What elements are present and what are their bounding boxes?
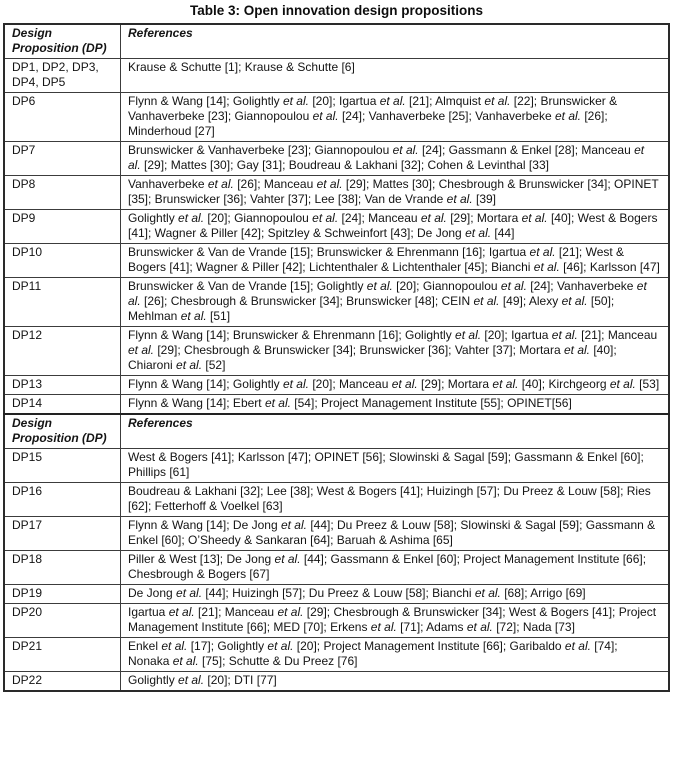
table-row-dp9 <box>4 210 669 244</box>
dp-cell: DP9 <box>4 210 121 244</box>
dp-cell: DP6 <box>4 93 121 142</box>
references-cell: Krause & Schutte [1]; Krause & Schutte [6] <box>121 59 670 93</box>
references-cell: Golightly et al. [20]; DTI [77] <box>121 672 670 692</box>
open-innovation-references-table <box>3 23 670 692</box>
table-row-dp7 <box>4 142 669 176</box>
references-cell: Brunswicker & Vanhaverbeke [23]; Giannopoulou et al. [24]; Gassmann & Enkel [28]; Manceau et al. [29]; Mattes [30]; Gay [31]; Boudreau & Lakhani [32]; Cohen & Levinthal [33] <box>121 142 670 176</box>
table-row-dp16 <box>4 483 669 517</box>
table-row-dp1-dp5 <box>4 59 669 93</box>
dp-cell: DP14 <box>4 395 121 415</box>
dp-cell: DP12 <box>4 327 121 376</box>
column-header-design-proposition: Design Proposition (DP) <box>4 24 121 59</box>
table-row-dp21 <box>4 638 669 672</box>
references-cell: Flynn & Wang [14]; De Jong et al. [44]; Du Preez & Louw [58]; Slowinski & Sagal [59]; Gassmann & Enkel [60]; O’Sheedy & Sankaran [64]; Baruah & Ashima [65] <box>121 517 670 551</box>
dp-cell: DP8 <box>4 176 121 210</box>
references-cell: Flynn & Wang [14]; Ebert et al. [54]; Project Management Institute [55]; OPINET[56] <box>121 395 670 415</box>
dp-cell: DP7 <box>4 142 121 176</box>
references-cell: Igartua et al. [21]; Manceau et al. [29]; Chesbrough & Brunswicker [34]; West & Bogers [41]; Project Management Institute [66]; MED [70]; Erkens et al. [71]; Adams et al. [72]; Nada [73] <box>121 604 670 638</box>
dp-cell: DP22 <box>4 672 121 692</box>
dp-cell: DP11 <box>4 278 121 327</box>
table-row-dp12 <box>4 327 669 376</box>
table-header-row-2 <box>4 414 669 449</box>
column-header-references: References <box>121 24 670 59</box>
references-cell: Piller & West [13]; De Jong et al. [44]; Gassmann & Enkel [60]; Project Management Institute [66]; Chesbrough & Bogers [67] <box>121 551 670 585</box>
dp-cell: DP15 <box>4 449 121 483</box>
dp-cell: DP21 <box>4 638 121 672</box>
references-cell: Boudreau & Lakhani [32]; Lee [38]; West & Bogers [41]; Huizingh [57]; Du Preez & Louw [58]; Ries [62]; Fetterhoff & Voelkel [63] <box>121 483 670 517</box>
column-header-references: References <box>121 414 670 449</box>
references-cell: Flynn & Wang [14]; Golightly et al. [20]; Igartua et al. [21]; Almquist et al. [22]; Brunswicker & Vanhaverbeke [23]; Giannopoulou et al. [24]; Vanhaverbeke [25]; Vanhaverbeke et al. [26]; Minderhoud [27] <box>121 93 670 142</box>
references-cell: Golightly et al. [20]; Giannopoulou et al. [24]; Manceau et al. [29]; Mortara et al. [40]; West & Bogers [41]; Wagner & Piller [42]; Spitzley & Schweinfort [43]; De Jong et al. [44] <box>121 210 670 244</box>
table-row-dp20 <box>4 604 669 638</box>
table-title: Table 3: Open innovation design propositions <box>189 3 483 18</box>
dp-cell: DP20 <box>4 604 121 638</box>
table-row-dp17 <box>4 517 669 551</box>
table-row-dp22 <box>4 672 669 692</box>
dp-cell: DP10 <box>4 244 121 278</box>
table-header-row-1 <box>4 24 669 59</box>
references-cell: Flynn & Wang [14]; Golightly et al. [20]; Manceau et al. [29]; Mortara et al. [40]; Kirchgeorg et al. [53] <box>121 376 670 395</box>
references-cell: West & Bogers [41]; Karlsson [47]; OPINET [56]; Slowinski & Sagal [59]; Gassmann & Enkel [60]; Phillips [61] <box>121 449 670 483</box>
dp-cell: DP13 <box>4 376 121 395</box>
table-row-dp15 <box>4 449 669 483</box>
dp-cell: DP16 <box>4 483 121 517</box>
table-row-dp6 <box>4 93 669 142</box>
dp-cell: DP17 <box>4 517 121 551</box>
table-row-dp14 <box>4 395 669 415</box>
dp-cell: DP1, DP2, DP3, DP4, DP5 <box>4 59 121 93</box>
table-row-dp18 <box>4 551 669 585</box>
table-row-dp13 <box>4 376 669 395</box>
table-row-dp8 <box>4 176 669 210</box>
table-row-dp10 <box>4 244 669 278</box>
dp-cell: DP19 <box>4 585 121 604</box>
table-row-dp11 <box>4 278 669 327</box>
dp-cell: DP18 <box>4 551 121 585</box>
references-cell: Flynn & Wang [14]; Brunswicker & Ehrenmann [16]; Golightly et al. [20]; Igartua et al. [21]; Manceau et al. [29]; Chesbrough & Brunswicker [34]; Brunswicker [36]; Vahter [37]; Mortara et al. [40]; Chiaroni et al. [52] <box>121 327 670 376</box>
references-cell: Vanhaverbeke et al. [26]; Manceau et al. [29]; Mattes [30]; Chesbrough & Brunswicker [34]; OPINET [35]; Brunswicker [36]; Vahter [37]; Lee [38]; Van de Vrande et al. [39] <box>121 176 670 210</box>
column-header-design-proposition: Design Proposition (DP) <box>4 414 121 449</box>
references-cell: De Jong et al. [44]; Huizingh [57]; Du Preez & Louw [58]; Bianchi et al. [68]; Arrigo [69] <box>121 585 670 604</box>
references-cell: Enkel et al. [17]; Golightly et al. [20]; Project Management Institute [66]; Garibaldo et al. [74]; Nonaka et al. [75]; Schutte & Du Preez [76] <box>121 638 670 672</box>
references-cell: Brunswicker & Van de Vrande [15]; Brunswicker & Ehrenmann [16]; Igartua et al. [21]; West & Bogers [41]; Wagner & Piller [42]; Lichtenthaler & Lichtenthaler [45]; Bianchi et al. [46]; Karlsson [47] <box>121 244 670 278</box>
table-row-dp19 <box>4 585 669 604</box>
references-cell: Brunswicker & Van de Vrande [15]; Golightly et al. [20]; Giannopoulou et al. [24]; Vanhaverbeke et al. [26]; Chesbrough & Brunswicker [34]; Brunswicker [48]; CEIN et al. [49]; Alexy et al. [50]; Mehlman et al. [51] <box>121 278 670 327</box>
